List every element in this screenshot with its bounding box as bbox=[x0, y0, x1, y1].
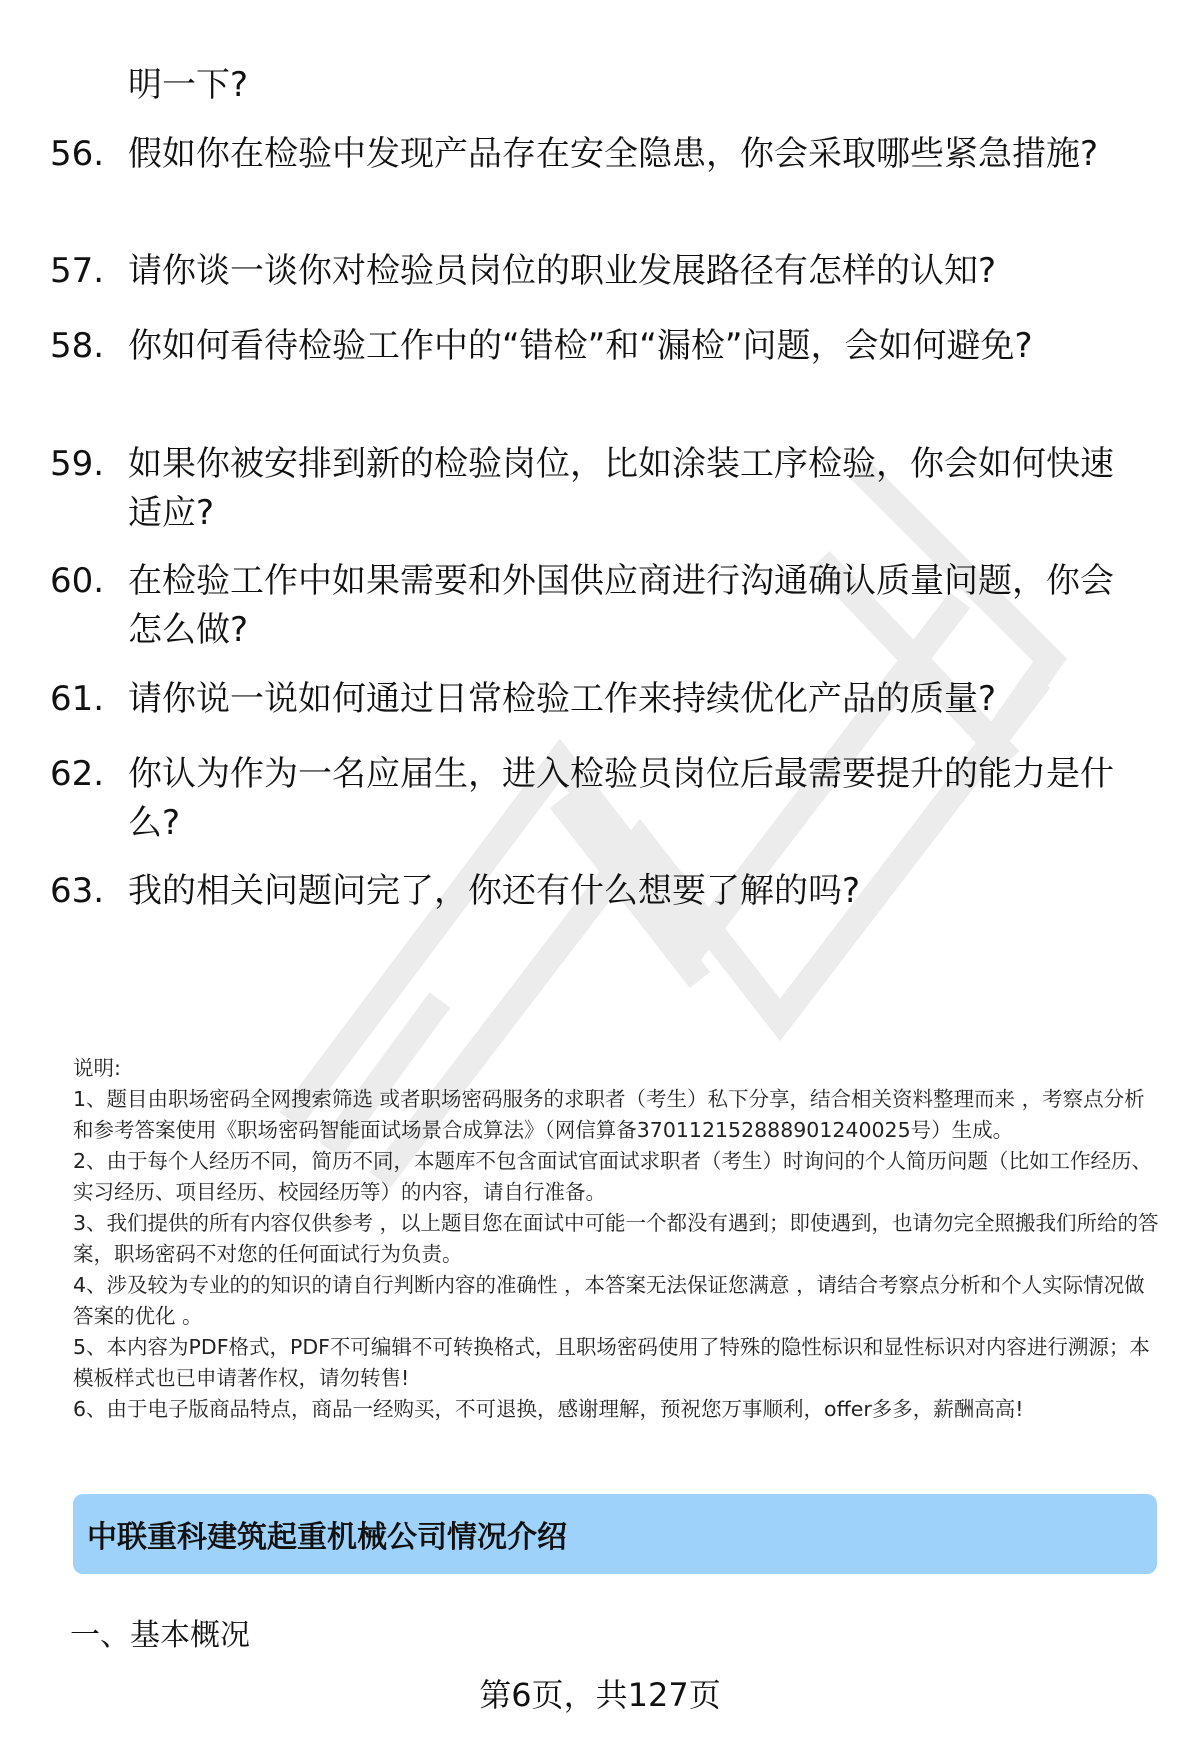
question-63 bbox=[50, 867, 1150, 916]
note-item: 5、本内容为PDF格式，PDF不可编辑不可转换格式，且职场密码使用了特殊的隐性标识和显性标识对内容进行溯源；本模板样式也已申请著作权，请勿转售! bbox=[73, 1335, 1150, 1390]
question-text: 请你谈一谈你对检验员岗位的职业发展路径有怎样的认知? bbox=[128, 251, 997, 291]
question-57 bbox=[50, 247, 1150, 296]
question-text: 你认为作为一名应届生，进入检验员岗位后最需要提升的能力是什么? bbox=[128, 754, 1114, 843]
question-text: 请你说一说如何通过日常检验工作来持续优化产品的质量? bbox=[128, 679, 997, 719]
question-59 bbox=[50, 440, 1150, 538]
question-number: 63. bbox=[50, 871, 105, 911]
disclaimer-notes bbox=[73, 1053, 1163, 1425]
question-text: 我的相关问题问完了，你还有什么想要了解的吗? bbox=[128, 871, 861, 911]
question-60 bbox=[50, 557, 1150, 655]
question-61 bbox=[50, 675, 1150, 724]
question-number: 58. bbox=[50, 326, 105, 366]
notes-title: 说明: bbox=[73, 1056, 121, 1080]
note-item: 1、题目由职场密码全网搜索筛选 或者职场密码服务的求职者（考生）私下分享，结合相关资料整理而来 ，考察点分析和参考答案使用《职场密码智能面试场景合成算法》（网信算备370112152888901240025号）生成。 bbox=[73, 1087, 1145, 1142]
question-text: 如果你被安排到新的检验岗位，比如涂装工序检验，你会如何快速适应? bbox=[128, 444, 1114, 533]
note-item: 2、由于每个人经历不同，简历不同，本题库不包含面试官面试求职者（考生）时询问的个人简历问题（比如工作经历、实习经历、项目经历、校园经历等）的内容，请自行准备。 bbox=[73, 1149, 1153, 1204]
question-continuation: 明一下? bbox=[128, 65, 249, 105]
question-number: 61. bbox=[50, 679, 105, 719]
question-number: 60. bbox=[50, 561, 105, 601]
note-item: 4、涉及较为专业的的知识的请自行判断内容的准确性 ，本答案无法保证您满意 ，请结合考察点分析和个人实际情况做答案的优化 。 bbox=[73, 1273, 1145, 1328]
question-58 bbox=[50, 322, 1150, 371]
question-number: 57. bbox=[50, 251, 105, 291]
question-text: 在检验工作中如果需要和外国供应商进行沟通确认质量问题，你会怎么做? bbox=[128, 561, 1114, 650]
question-number: 56. bbox=[50, 134, 105, 174]
page-number-footer: 第6页，共127页 bbox=[479, 1676, 721, 1714]
question-number: 59. bbox=[50, 444, 105, 484]
question-text: 你如何看待检验工作中的“错检”和“漏检”问题，会如何避免? bbox=[128, 326, 1033, 366]
section-subheading: 一、基本概况 bbox=[70, 1618, 250, 1653]
section-banner bbox=[73, 1494, 1157, 1574]
question-number: 62. bbox=[50, 754, 105, 794]
question-62 bbox=[50, 750, 1150, 848]
section-title: 中联重科建筑起重机械公司情况介绍 bbox=[87, 1520, 567, 1555]
note-item: 3、我们提供的所有内容仅供参考 ，以上题目您在面试中可能一个都没有遇到；即使遇到，也请勿完全照搬我们所给的答案，职场密码不对您的任何面试行为负责。 bbox=[73, 1211, 1159, 1266]
note-item: 6、由于电子版商品特点，商品一经购买，不可退换，感谢理解，预祝您万事顺利，offer多多，薪酬高高! bbox=[73, 1397, 1024, 1421]
question-text: 假如你在检验中发现产品存在安全隐患，你会采取哪些紧急措施? bbox=[128, 134, 1099, 174]
question-56 bbox=[50, 130, 1150, 179]
